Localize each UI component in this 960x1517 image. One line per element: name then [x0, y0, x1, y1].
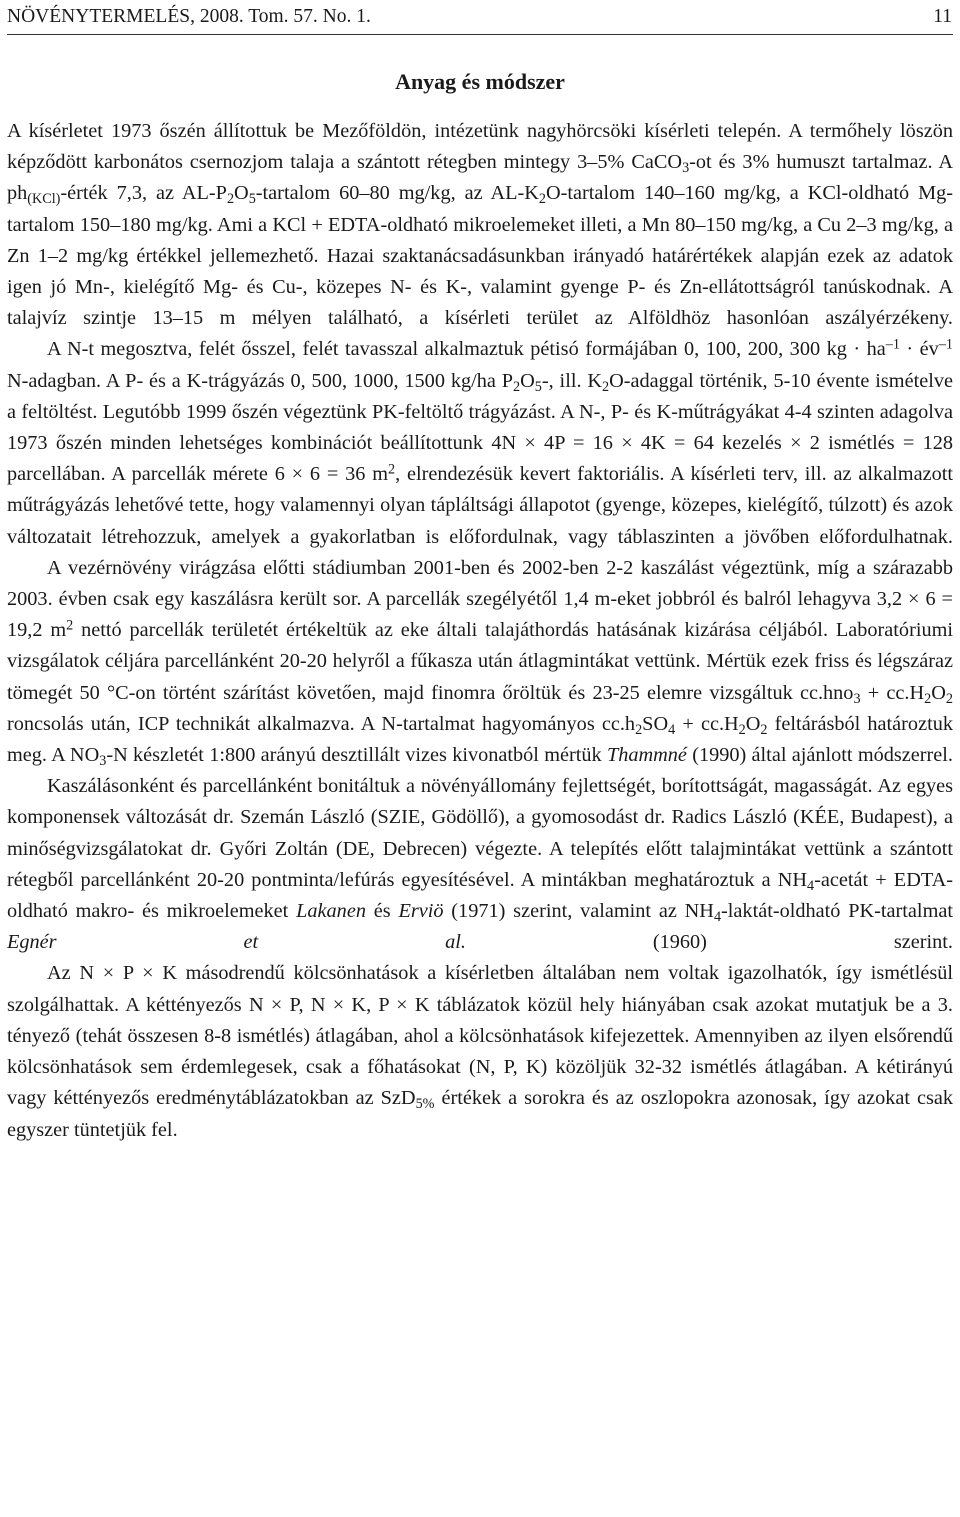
page-number: 11 [933, 6, 952, 27]
section-title: Anyag és módszer [395, 69, 565, 94]
header-rule [7, 34, 953, 35]
body-text [7, 116, 953, 1146]
author-citation: Erviö [398, 900, 444, 923]
author-citation: Egnér et al. [7, 931, 466, 954]
paragraph-1: A kísérletet 1973 őszén állítottuk be Mezőföldön, intézetünk nagyhörcsöki kísérleti telepén. A termőhely löszön képződött karbonátos csernozjom talaja a szántott rétegben mintegy 3–5% CaCO$_3$-ot és 3% humuszt tartalmaz. A $ph_{(KCl)}$-érték 7,3, az $AL-P_2O_5$-tartalom 60–80 mg/kg, az $AL-K_2O$-tartalom 140–160 mg/kg, a KCl-oldható Mg-tartalom 150–180 mg/kg. Ami a KCl + EDTA-oldható mikroelemeket illeti, a Mn 80–150 mg/kg, a Cu 2–3 mg/kg, a Zn 1–2 mg/kg értékkel jellemezhető. Hazai szaktanácsadásunkban irányadó határértékek alapján ezek az adatok igen jó Mn-, kielégítő Mg- és Cu-, közepes N- és K-, valamint gyenge P- és Zn-ellátottságról tanúskodnak. A talajvíz szintje 13–15 m mélyen található, a kísérleti terület az Alföldhöz hasonlóan aszályérzékeny. [7, 120, 954, 330]
paragraph-5: Az N × P × K másodrendű kölcsönhatások a kísérletben általában nem voltak igazolhatók, így ismétlésül szolgálhattak. A kéttényezős N × P, N × K, P × K táblázatok közül hely hiányában csak azokat mutatjuk be a 3. tényező (tehát összesen 8-8 ismétlés) átlagában, ahol a kölcsönhatások kifejezettek. Amennyiben az ilyen elsőrendű kölcsönhatások sem érdemlegesek, csak a főhatásokat (N, P, K) közöljük 32-32 ismétlés átlagában. A kétirányú vagy kéttényezős eredménytáblázatokban az SzD$_{5\%}$ értékek a sorokra és az oszlopokra azonosak, így azokat csak egyszer tüntetjük fel. [7, 962, 953, 1141]
running-header [7, 5, 952, 29]
paragraph-3: A vezérnövény virágzása előtti stádiumban 2001-ben és 2002-ben 2-2 kaszálást végeztünk, míg a szárazabb 2003. évben csak egy kaszálásra került sor. A parcellák szegélyétől 1,4 m-eket jobbról és balról lehagyva 3,2 × 6 = 19,2 $m^2$ nettó parcellák területét értékeltük az eke általi talajáthordás hatásának kizárása céljából. Laboratóriumi vizsgálatok céljára parcellánként 20-20 helyről a fűkasza után átlagmintákat vettünk. Mértük ezek friss és légszáraz tömegét 50 °C-on történt szárítást követően, majd finomra őröltük és 23-25 elemre vizsgáltuk $cc.hno_3 + cc.H_2O_2$ roncsolás után, ICP technikát alkalmazva. A N-tartalmat hagyományos $cc.h_2SO_4 + cc.H_2O_2$ feltárásból határoztuk meg. A $NO_3-N$ készletét 1:800 arányú desztillált vizes kivonatból mértük Thammné (1990) által ajánlott módszerrel. [7, 556, 954, 770]
paragraph-2: A N-t megosztva, felét ősszel, felét tavasszal alkalmaztuk pétisó formájában 0, 100, 200, 300 kg · $ha^{-1}$ · $év^{-1}$ N-adagban. A P- és a K-trágyázás 0, 500, 1000, 1500 kg/ha $P_2O_5-$, ill. $K_2O$-adaggal történik, 5-10 évente ismételve a feltöltést. Legutóbb 1999 őszén végeztünk PK-feltöltő trágyázást. A N-, P- és K-műtrágyákat 4-4 szinten adagolva 1973 őszén minden lehetséges kombinációt beállítottunk 4N × 4P = 16 × 4K = 64 kezelés × 2 ismétlés = 128 parcellában. A parcellák mérete 6 × 6 = 36 $m^2$, elrendezésük kevert faktoriális. A kísérleti terv, ill. az alkalmazott műtrágyázás lehetővé tette, hogy valamennyi olyan tápláltsági állapotot (gyenge, közepes, kielégítő, túlzott) és azok változatait létrehozzuk, amelyek a gyakorlatban is előfordulnak, vagy táblaszinten a jövőben előfordulhatnak. [7, 337, 954, 548]
journal-citation: NÖVÉNYTERMELÉS, 2008. Tom. 57. No. 1. [7, 6, 371, 27]
author-citation: Lakanen [296, 900, 366, 923]
paragraph-4: Kaszálásonként és parcellánként bonitáltuk a növényállomány fejlettségét, borítottságát, magasságát. Az egyes komponensek változását dr. Szemán László (SZIE, Gödöllő), a gyomosodást dr. Radics László (KÉE, Budapest), a minőségvizsgálatokat dr. Győri Zoltán (DE, Debrecen) végezte. A telepítés előtt talajmintákat vettünk a szántott rétegből parcellánként 20-20 pontminta/lefúrás egyesítésével. A mintákban meghatároztuk a $NH_4$-acetát + EDTA-oldható makro- és mikroelemeket Lakanen és Erviö (1971) szerint, valamint az $NH_4-laktát$-oldható PK-tartalmat Egnér et al. (1960) szerint. [7, 775, 954, 954]
author-citation: Thammné [606, 744, 687, 767]
